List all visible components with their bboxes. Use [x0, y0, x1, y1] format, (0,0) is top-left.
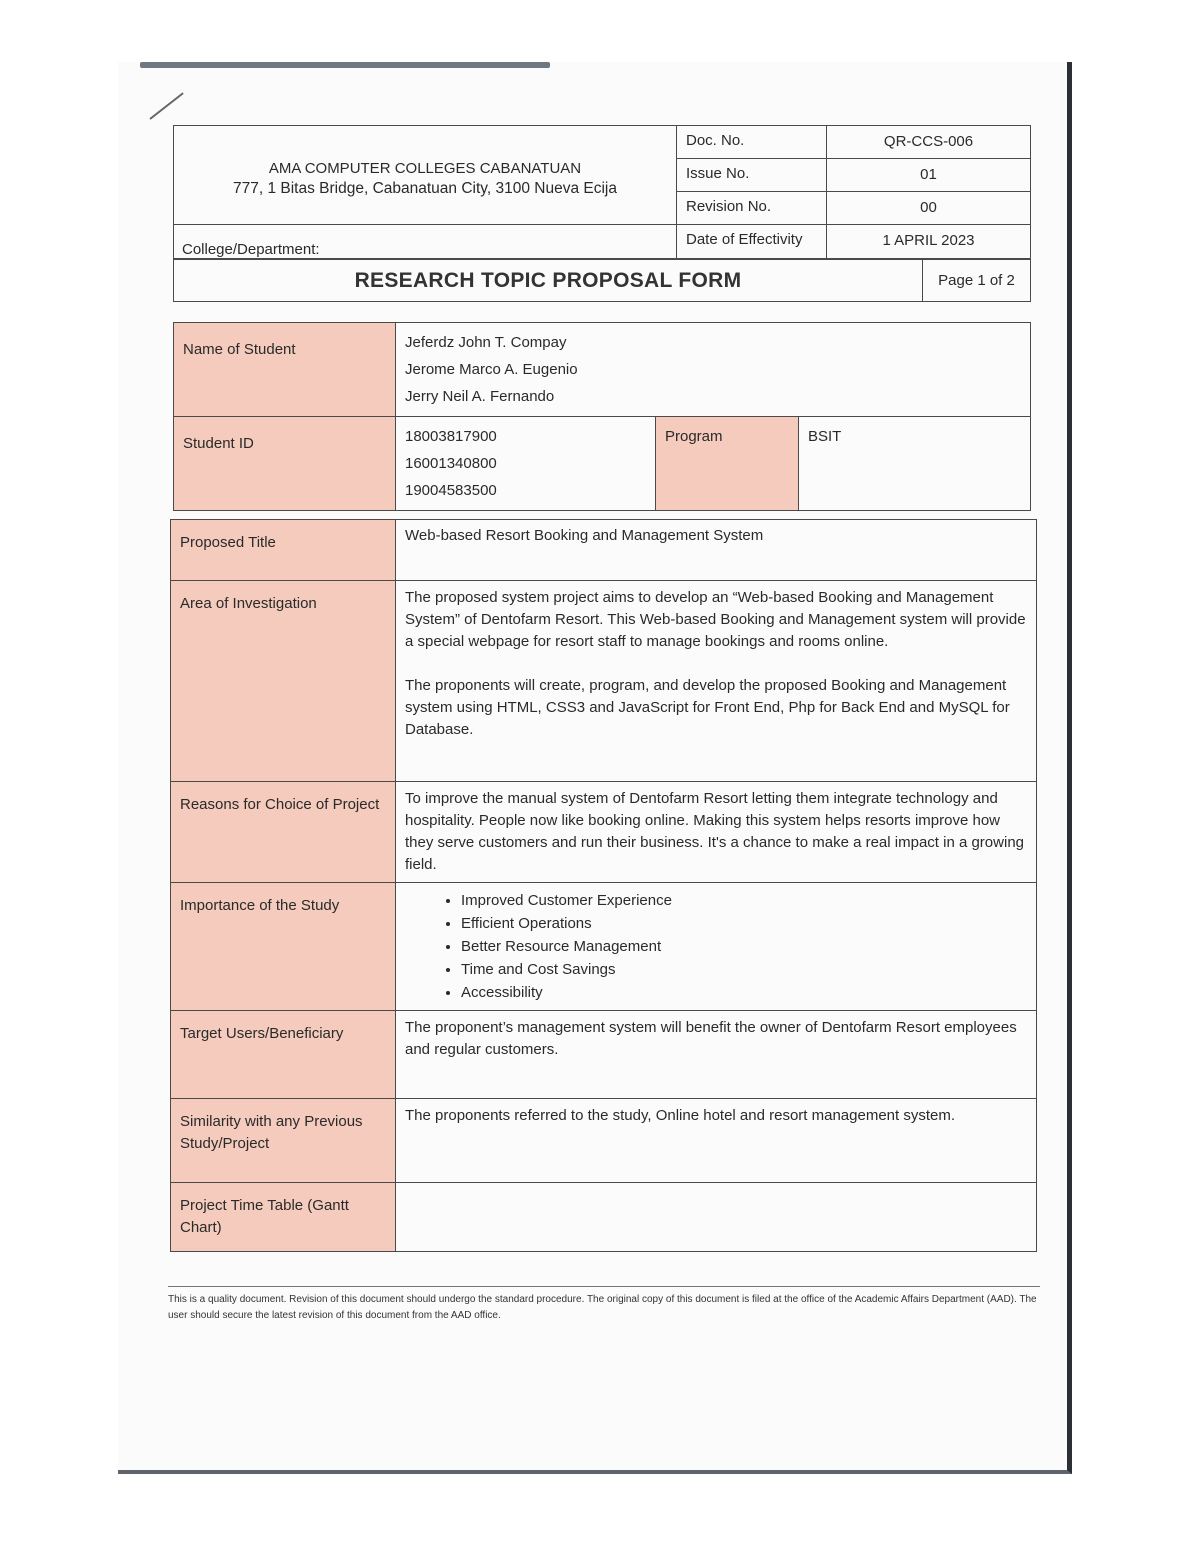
- issue-no-value: 01: [827, 159, 1031, 192]
- school-name: AMA COMPUTER COLLEGES CABANATUAN: [268, 159, 582, 177]
- student-name: Jerome Marco A. Eugenio: [405, 361, 578, 378]
- target-users-label: Target Users/Beneficiary: [171, 1011, 396, 1099]
- reasons-label: Reasons for Choice of Project: [171, 782, 396, 883]
- proposal-table: [170, 519, 1037, 1252]
- importance-label: Importance of the Study: [171, 883, 396, 1011]
- list-item: • Accessibility: [461, 981, 1027, 1004]
- doc-no-value: QR-CCS-006: [827, 126, 1031, 159]
- program-value: BSIT: [799, 417, 1031, 511]
- page-number: Page 1 of 2: [923, 260, 1031, 302]
- similarity-label: Similarity with any Previous Study/Project: [171, 1099, 396, 1183]
- footer-note: This is a quality document. Revision of this document should undergo the standard procedure. The original copy of this document is filed at the office of the Academic Affairs Department (AAD). The user should secure the latest revision of this document from the AAD office.: [168, 1286, 1040, 1324]
- title-bar: [173, 259, 1031, 302]
- target-users-value: The proponent’s management system will benefit the owner of Dentofarm Resort employees and regular customers.: [396, 1011, 1037, 1099]
- issue-no-label: Issue No.: [677, 159, 827, 192]
- revision-no-value: 00: [827, 192, 1031, 225]
- area-of-investigation-value: [396, 581, 1037, 782]
- student-id: 18003817900: [405, 428, 497, 445]
- importance-list: [405, 889, 1027, 1004]
- area-of-investigation-label: Area of Investigation: [171, 581, 396, 782]
- header-table: [173, 125, 1031, 259]
- list-item: • Improved Customer Experience: [461, 889, 1027, 912]
- student-name: Jerry Neil A. Fernando: [405, 388, 555, 405]
- student-id: 16001340800: [405, 455, 497, 472]
- program-label: Program: [656, 417, 799, 511]
- effectivity-value: 1 APRIL 2023: [827, 225, 1031, 259]
- area-paragraph: The proponents will create, program, and develop the proposed Booking and Management system using HTML, CSS3 and JavaScript for Front End, Php for Back End and MySQL for Database.: [405, 677, 1010, 738]
- list-item: • Efficient Operations: [461, 912, 1027, 935]
- paper-edge-shadow: [140, 62, 550, 68]
- proposed-title-value: Web-based Resort Booking and Management System: [396, 520, 1037, 581]
- reasons-value: To improve the manual system of Dentofarm Resort letting them integrate technology and hospitality. People now like booking online. Making this system helps resorts improve how they serve customers and run their business. It's a chance to make a real impact in a growing field.: [396, 782, 1037, 883]
- student-names: [396, 323, 1031, 417]
- student-info-table: [173, 322, 1031, 511]
- school-address: 777, 1 Bitas Bridge, Cabanatuan City, 3100 Nueva Ecija: [232, 179, 617, 197]
- school-info: [174, 126, 677, 225]
- area-paragraph: The proposed system project aims to develop an “Web-based Booking and Management System” of Dentofarm Resort. This Web-based Booking and Management system will provide a special webpage for resort staff to manage bookings and rooms online.: [405, 589, 1026, 650]
- revision-no-label: Revision No.: [677, 192, 827, 225]
- timetable-value: [396, 1183, 1037, 1252]
- department-label: College/Department:: [174, 225, 677, 259]
- list-item: • Better Resource Management: [461, 935, 1027, 958]
- student-id-label: Student ID: [174, 417, 396, 511]
- timetable-label: Project Time Table (Gantt Chart): [171, 1183, 396, 1252]
- form-title: RESEARCH TOPIC PROPOSAL FORM: [174, 260, 923, 302]
- similarity-value: The proponents referred to the study, Online hotel and resort management system.: [396, 1099, 1037, 1183]
- student-ids: [396, 417, 656, 511]
- proposed-title-label: Proposed Title: [171, 520, 396, 581]
- importance-value: [396, 883, 1037, 1011]
- student-id: 19004583500: [405, 482, 497, 499]
- effectivity-label: Date of Effectivity: [677, 225, 827, 259]
- list-item: • Time and Cost Savings: [461, 958, 1027, 981]
- name-of-student-label: Name of Student: [174, 323, 396, 417]
- student-name: Jeferdz John T. Compay: [405, 334, 567, 351]
- doc-no-label: Doc. No.: [677, 126, 827, 159]
